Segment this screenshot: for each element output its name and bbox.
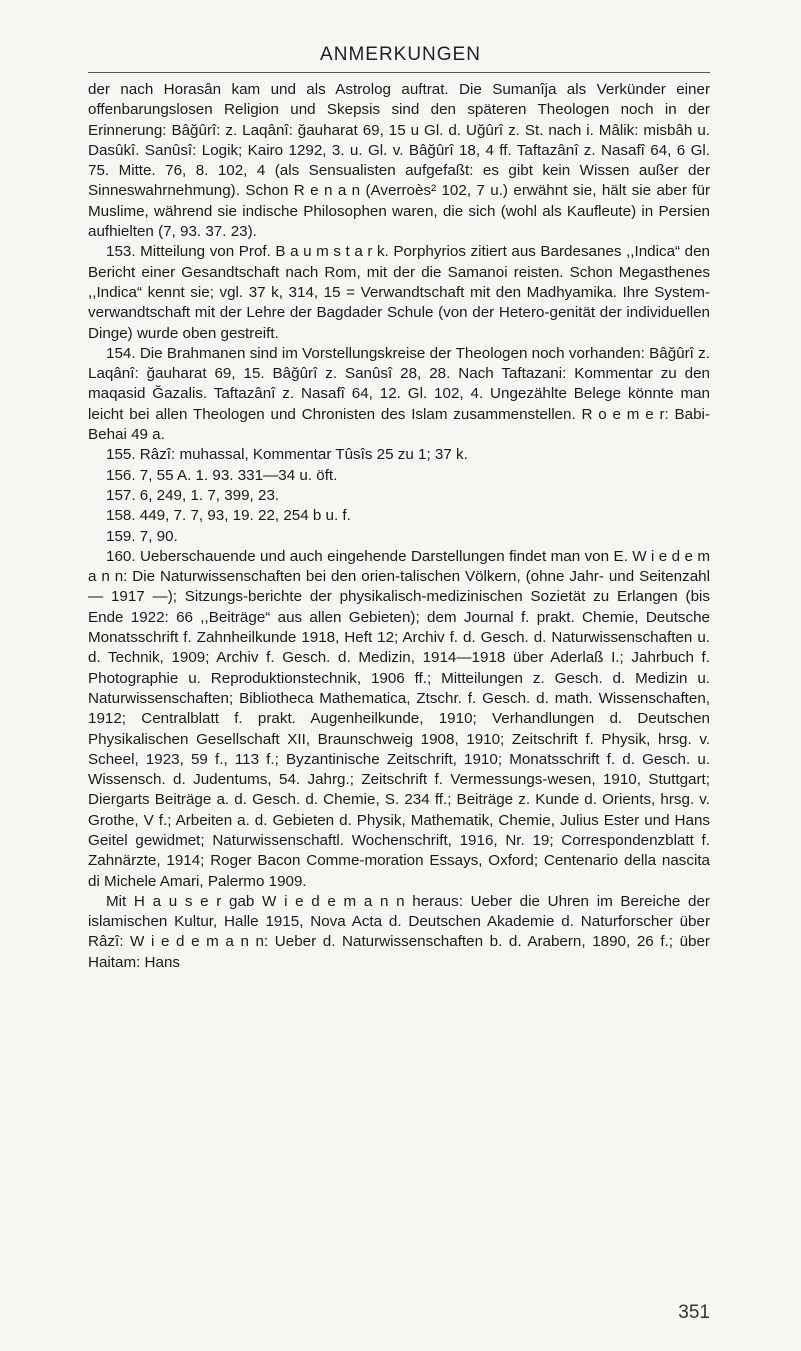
notes-body <box>88 80 710 973</box>
running-head: ANMERKUNGEN <box>320 44 481 65</box>
header-rule <box>88 72 710 73</box>
note-153: 153. Mitteilung von Prof. B a u m s t a r k. Porphyrios zitiert aus Bardesanes ,,Indica“ den Bericht einer Gesandtschaft nach Rom, mit der die Samanoi reisten. Schon Megasthenes ,,Indica“ kennt sie; vgl. 37 k, 314, 15 = Verwandtschaft mit den Madhyamika. Ihre System-verwandtschaft mit der Lehre der Bagdader Schule (von der Hetero-genität der individuellen Dinge) wurde oben gestreift. <box>88 243 710 342</box>
note-158: 158. 449, 7. 7, 93, 19. 22, 254 b u. f. <box>106 507 351 525</box>
note-160-continuation: Mit H a u s e r gab W i e d e m a n n heraus: Ueber die Uhren im Bereiche der islamischen Kultur, Halle 1915, Nova Acta d. Deutschen Akademie d. Naturforscher über Râzî: W i e d e m a n n: Ueber d. Naturwissenschaften b. d. Arabern, 1890, 26 f.; über Haitam: Hans <box>88 892 710 971</box>
note-154: 154. Die Brahmanen sind im Vorstellungskreise der Theologen noch vorhanden: Bâğûrî z. Laqânî: ğauharat 69, 15. Bâğûrî z. Sanûsî 28, 28. Nach Taftazani: Kommentar zu den maqasid Ğazalis. Taftazânî z. Nasafî 64, 12. Gl. 102, 4. Ungezählte Belege könnte man leicht bei allen Theologen und Chronisten des Islam zusammenstellen. R o e m e r: Babi-Behai 49 a. <box>88 344 710 444</box>
note-156: 156. 7, 55 A. 1. 93. 331—34 u. öft. <box>106 466 338 484</box>
note-paragraph-continuation: der nach Horasân kam und als Astrolog auftrat. Die Sumanîja als Verkünder einer offenbarungslosen Religion und Skepsis sind den späteren Theologen noch in der Erinnerung: Bâğûrî: z. Laqânî: ğauharat 69, 15 u Gl. d. Uğûrî z. St. nach i. Mâlik: misbâh u. Dasûkî. Sanûsî: Logik; Kairo 1292, 3. u. Gl. v. Bâğûrî 18, 4 ff. Taftazânî z. Nasafî 64, 6 Gl. 75. Mitte. 76, 8. 102, 4 (als Sensualisten aufgefaßt: es gibt kein Wissen außer der Sinneswahrnehmung). Schon R e n a n (Averroès² 102, 7 u.) erwähnt sie, hält sie aber für Muslime, während sie indische Philosophen waren, die sich (wohl als Kaufleute) in Persien aufhielten (7, 93. 37. 23). <box>88 81 710 241</box>
note-157: 157. 6, 249, 1. 7, 399, 23. <box>106 486 280 504</box>
note-160: 160. Ueberschauende und auch eingehende Darstellungen findet man von E. W i e d e m a n n: Die Naturwissenschaften bei den orien-talischen Völkern, (ohne Jahr- und Seitenzahl — 1917 —); Sitzungs-berichte der physikalisch-medizinischen Sozietät zu Erlangen (bis Ende 1922: 66 ,,Beiträge“ aus allen Gebieten); dem Journal f. prakt. Chemie, Deutsche Monatsschrift f. Zahnheilkunde 1918, Heft 12; Archiv f. d. Gesch. d. Naturwissenschaften u. d. Technik, 1909; Archiv f. Gesch. d. Medizin, 1914—1918 über Aderlaß I.; Jahrbuch f. Photographie u. Reproduktionstechnik, 1906 ff.; Mitteilungen z. Gesch. d. Medizin u. Naturwissenschaften; Bibliotheca Mathematica, Ztschr. f. Gesch. d. math. Wissenschaften, 1912; Centralblatt f. prakt. Augenheilkunde, 1910; Verhandlungen d. Deutschen Physikalischen Gesellschaft XII, Braunschweig 1908, 1910; Zeitschrift f. Physik, hrsg. v. Scheel, 1923, 59 f., 113 f.; Byzantinische Zeitschrift, 1910; Monatsschrift f. d. Gesch. u. Wissensch. d. Judentums, 54. Jahrg.; Zeitschrift f. Vermessungs-wesen, 1910, Stuttgart; Diergarts Beiträge a. d. Gesch. d. Chemie, S. 234 ff.; Beiträge z. Kunde d. Orients, hrsg. v. Grothe, V f.; Arbeiten a. d. Gebieten d. Physik, Mathematik, Chemie, Julius Ester und Hans Geitel gewidmet; Naturwissenschaftl. Wochenschrift, 1916, Nr. 19; Correspondenzblatt f. Zahnärzte, 1914; Roger Bacon Comme-moration Essays, Oxford; Centenario della nascita di Michele Amari, Palermo 1909. <box>88 547 710 890</box>
page-number: 351 <box>678 1302 710 1323</box>
note-159: 159. 7, 90. <box>106 527 178 545</box>
note-155: 155. Râzî: muhassal, Kommentar Tûsîs 25 zu 1; 37 k. <box>106 446 468 464</box>
